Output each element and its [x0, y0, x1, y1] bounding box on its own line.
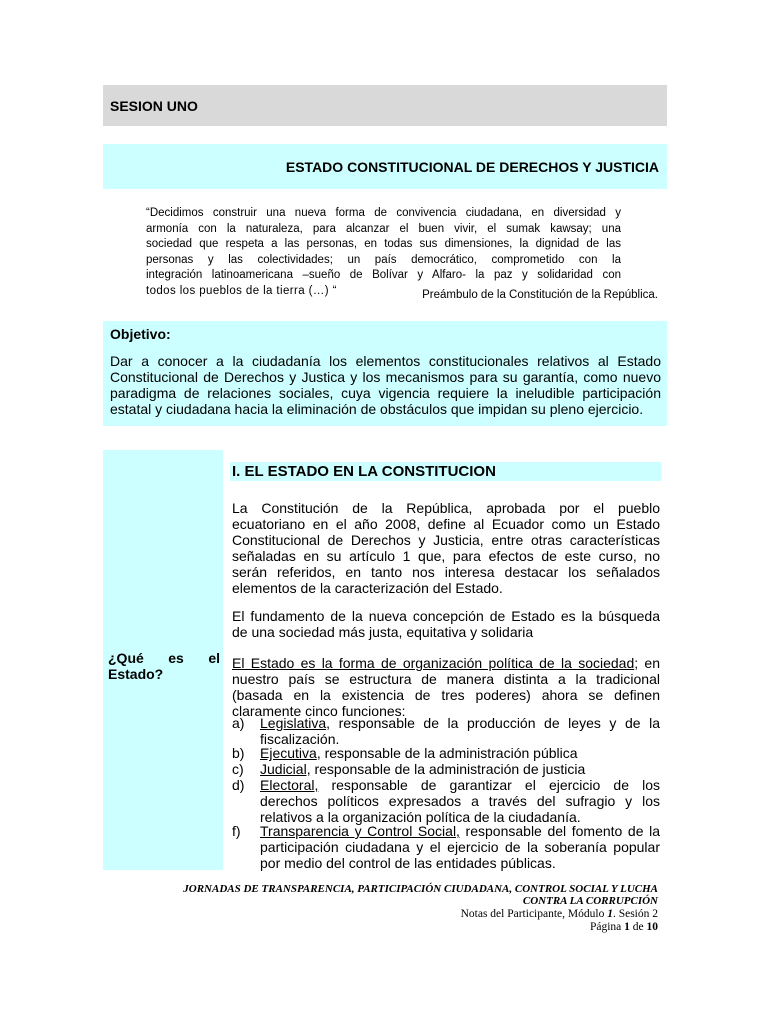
paragraph-line: de una sociedad más justa, equitativa y solidaria — [232, 624, 534, 640]
function-name: Legislativa, — [260, 715, 331, 731]
state-definition-underlined: El Estado es la forma de organización política de la sociedad — [232, 655, 635, 671]
footer-page-line — [300, 921, 658, 934]
list-line — [260, 823, 660, 839]
list-letter: b) — [232, 745, 245, 761]
session-label: SESION UNO — [110, 97, 198, 114]
function-item-electoral — [232, 777, 660, 825]
list-line: derechos políticos expresados a través del sufragio y los — [260, 793, 660, 809]
paragraph-foundation — [232, 608, 660, 640]
list-letter: f) — [232, 823, 241, 839]
function-description: , responsable de la administración pública — [316, 745, 578, 761]
objective-line: Dar a conocer a la ciudadanía los elementos constitucionales relativos al Estado — [110, 353, 661, 369]
paragraph-line: claramente cinco funciones: — [232, 703, 406, 719]
footer-program — [150, 883, 658, 907]
paragraph-line: El fundamento de la nueva concepción de Estado es la búsqueda — [232, 608, 660, 624]
paragraph-state-definition — [232, 655, 660, 719]
paragraph-line — [232, 655, 660, 671]
footer-module-line — [300, 908, 658, 921]
function-item-executive — [232, 745, 660, 761]
preamble-quote — [146, 206, 621, 299]
list-line: participación ciudadana y el ejercicio de la soberanía popular — [260, 839, 660, 855]
objective-box — [103, 321, 667, 426]
footer-page-current: 1 — [624, 921, 630, 933]
list-line — [260, 761, 660, 777]
document-title: ESTADO CONSTITUCIONAL DE DERECHOS Y JUSTICIA — [285, 158, 659, 175]
objective-line: paradigma de relaciones sociales, cuya vigencia requiere la ineludible participación — [110, 385, 661, 401]
side-question-line: Estado? — [108, 666, 164, 682]
list-letter: a) — [232, 715, 245, 731]
side-question-line: ¿Qué es el — [108, 650, 220, 666]
list-line — [260, 777, 660, 793]
paragraph-line: señaladas en su artículo 1 que, para efectos de este curso, no — [232, 548, 660, 564]
function-item-transparency — [232, 823, 660, 871]
quote-line: integración latinoamericana –sueño de Bolívar y Alfaro- la paz y solidaridad con — [146, 269, 621, 281]
footer-program-line: JORNADAS DE TRANSPARENCIA, PARTICIPACIÓN CIUDADANA, CONTROL SOCIAL Y LUCHA — [183, 883, 658, 895]
quote-line: sociedad que respeta a las personas, en todas sus dimensiones, la dignidad de las — [146, 238, 621, 250]
objective-text — [110, 353, 661, 417]
document-title-bar — [103, 144, 667, 189]
function-name: Ejecutiva — [260, 745, 317, 761]
footer-program-line: CONTRA LA CORRUPCIÓN — [522, 895, 658, 907]
list-letter: c) — [232, 761, 244, 777]
list-line: por medio del control de las entidades públicas. — [260, 855, 556, 871]
paragraph-line: ecuatoriano en el año 2008, define al Ecuador como un Estado — [232, 516, 660, 532]
footer-module-number: 1 — [607, 908, 613, 920]
function-description: responsable de la producción de leyes y de la — [330, 715, 660, 731]
objective-line: Constitucional de Derechos y Justica y los mecanismos para su garantía, como nuevo — [110, 369, 661, 385]
side-question — [108, 650, 220, 682]
function-name: Transparencia y Control Social, — [260, 823, 460, 839]
objective-line: estatal y ciudadana hacia la eliminación de obstáculos que impidan su pleno ejercicio. — [110, 401, 644, 417]
list-line: relativos a la organización política de la ciudadanía. — [260, 809, 581, 825]
quote-line: todos los pueblos de la tierra (…) “ — [146, 284, 337, 297]
function-description: responsable de garantizar el ejercicio de los — [318, 777, 660, 793]
paragraph-constitution — [232, 500, 660, 596]
objective-title: Objetivo: — [110, 326, 171, 342]
quote-line: armonía con la naturaleza, para alcanzar el buen vivir, el sumak kawsay; una — [146, 222, 621, 235]
function-item-legislative — [232, 715, 660, 747]
quote-attribution: Preámbulo de la Constitución de la República. — [422, 289, 658, 301]
paragraph-line-rest: ; en — [634, 655, 660, 671]
list-line: fiscalización. — [260, 731, 340, 747]
footer-page-prefix: Página — [589, 921, 625, 933]
function-description: responsable de la administración de justicia — [310, 761, 586, 777]
quote-line: personas y las colectividades; un país democrático, comprometido con la — [146, 253, 621, 266]
function-name: Electoral, — [260, 777, 319, 793]
paragraph-line: (basada en la existencia de tres poderes) ahora se definen — [232, 687, 660, 703]
paragraph-line: La Constitución de la República, aprobada por el pueblo — [232, 500, 660, 516]
function-description: responsable del fomento de la — [459, 823, 660, 839]
session-label-bar — [103, 85, 667, 126]
footer-page-mid: de — [629, 921, 647, 933]
list-letter: d) — [232, 777, 245, 793]
footer-notes-suffix: . Sesión 2 — [612, 908, 658, 920]
footer-notes — [300, 908, 658, 934]
list-line — [260, 715, 660, 731]
footer-notes-prefix: Notas del Participante, Módulo — [460, 908, 608, 920]
paragraph-line: serán referidos, en tanto nos interesa destacar los señalados — [232, 564, 660, 580]
paragraph-line: nuestro país se estructura de manera distinta a la tradicional — [232, 671, 660, 687]
quote-line: “Decidimos construir una nueva forma de convivencia ciudadana, en diversidad y — [146, 207, 621, 219]
footer-page-total: 10 — [646, 921, 658, 933]
paragraph-line: elementos de la caracterización del Estado. — [232, 580, 503, 596]
function-item-judicial — [232, 761, 660, 777]
list-line — [260, 745, 660, 761]
section-heading: I. EL ESTADO EN LA CONSTITUCION — [230, 462, 661, 481]
function-name: Judicial, — [260, 761, 311, 777]
paragraph-line: Constitucional de Derechos y Justicia, entre otras características — [232, 532, 660, 548]
